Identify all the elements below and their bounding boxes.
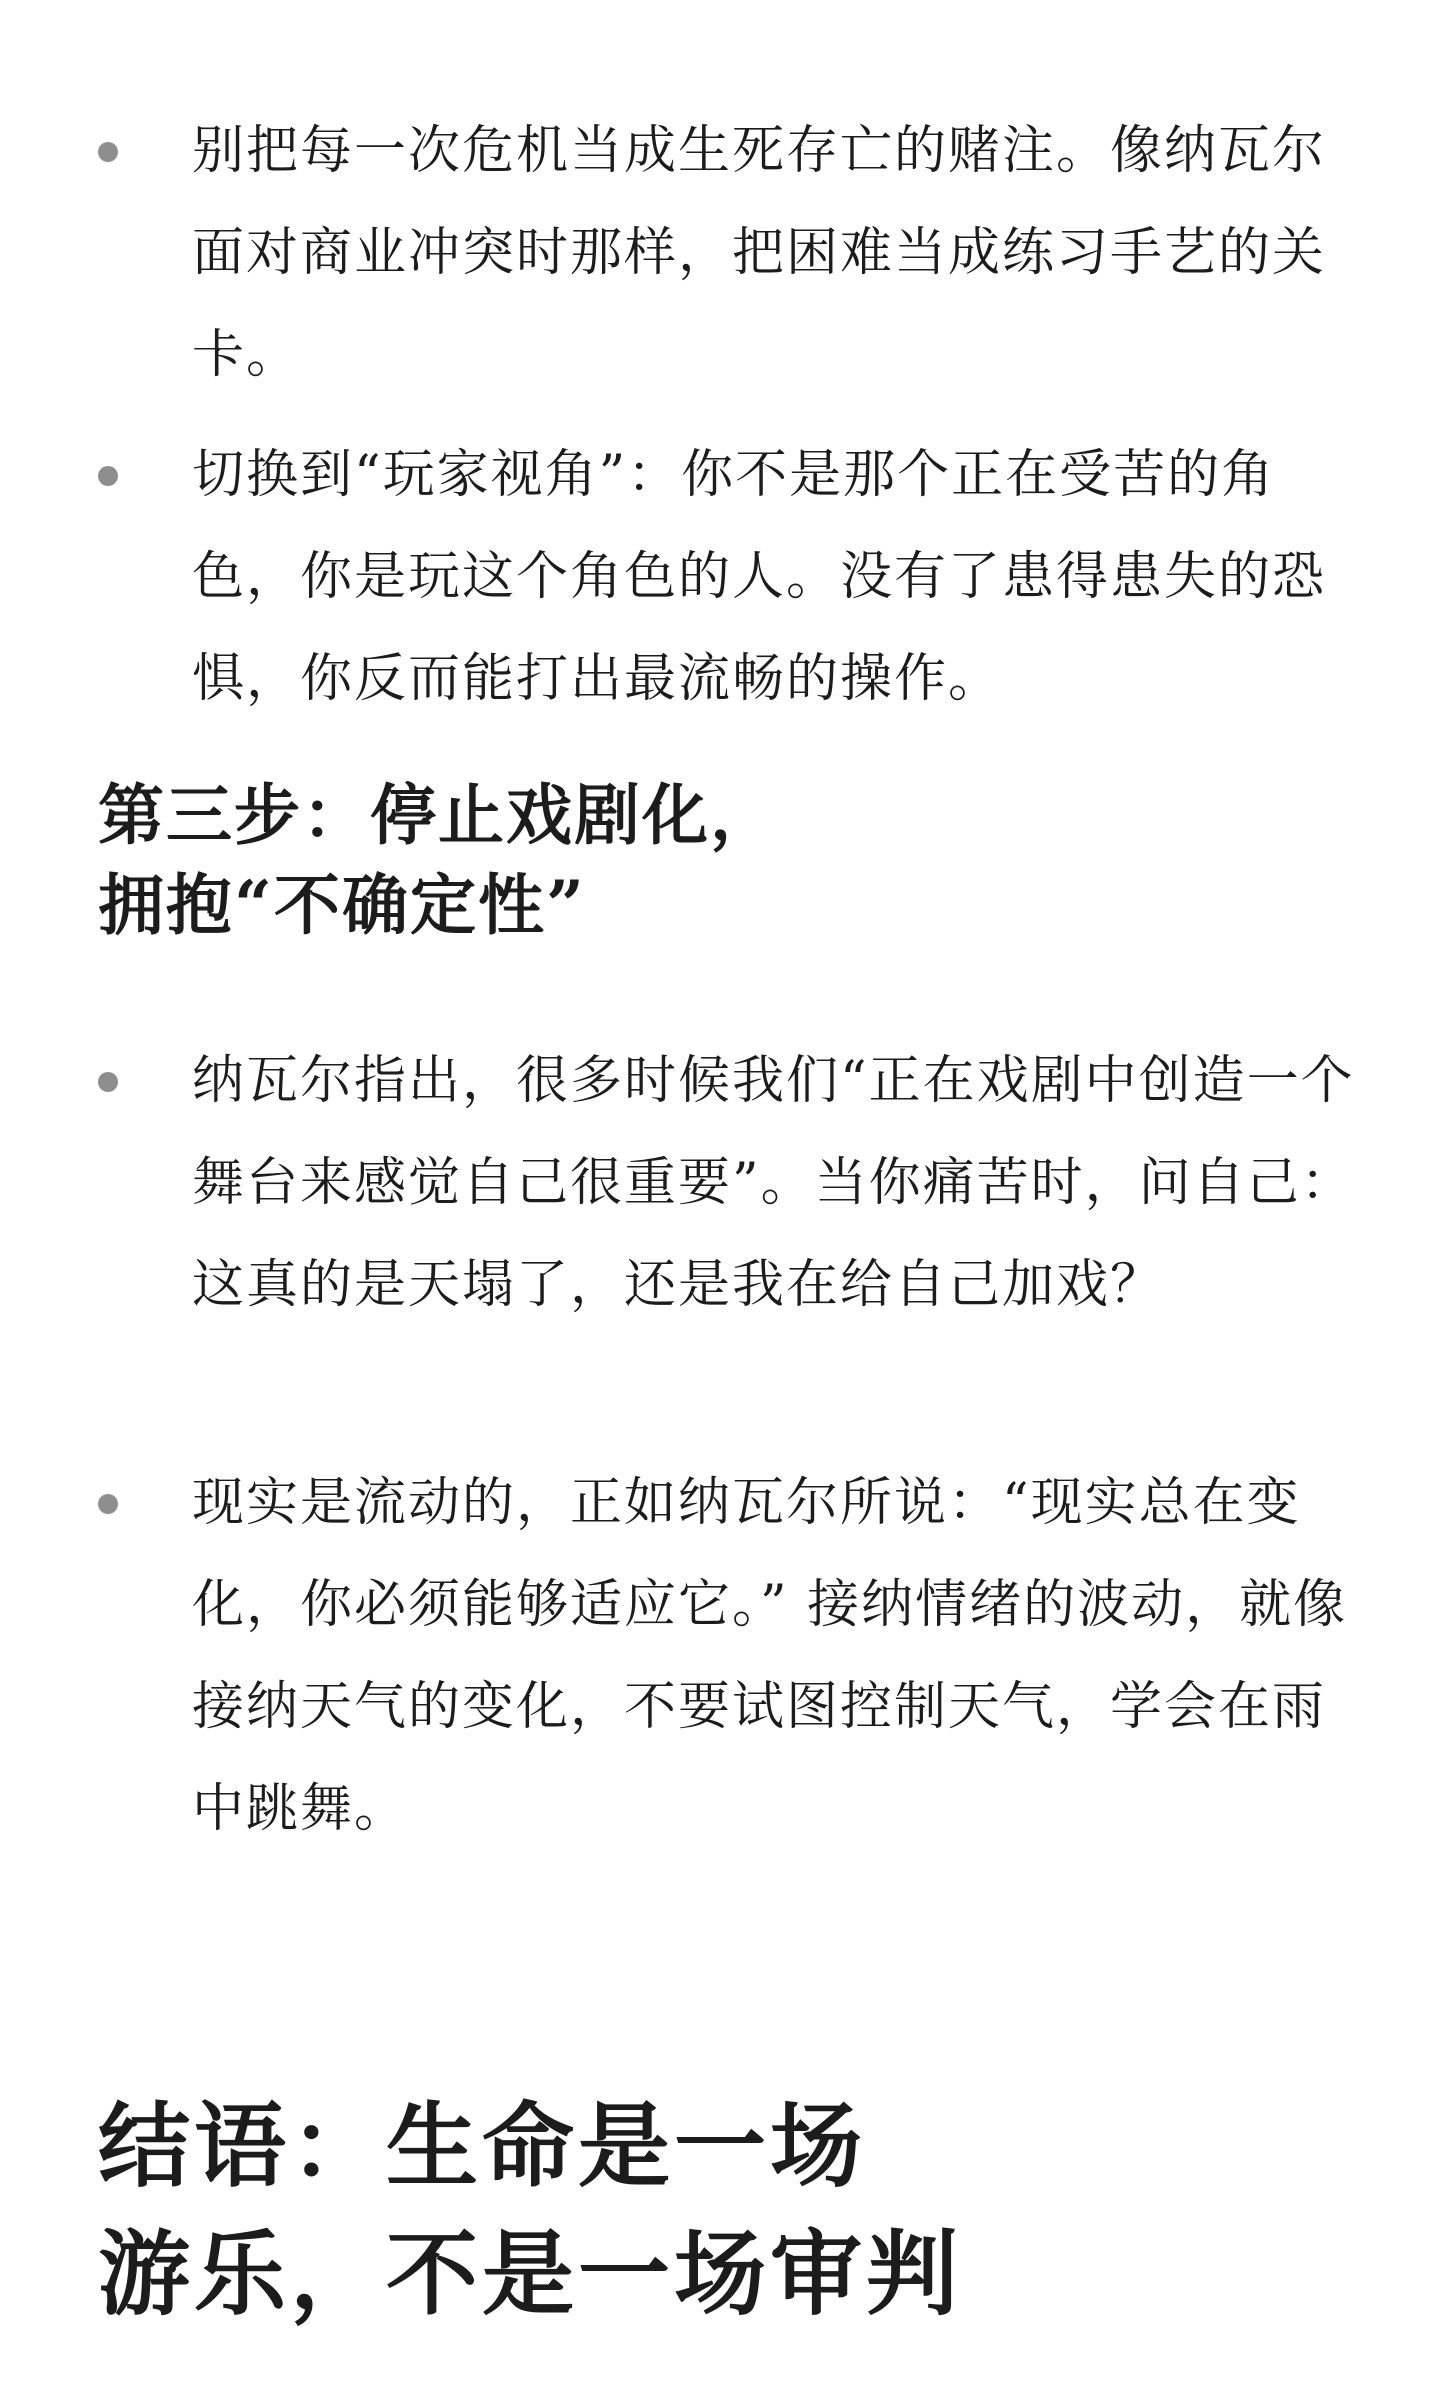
- bullet-text: 别把每一次危机当成生死存亡的赌注。像纳瓦尔面对商业冲突时那样，把困难当成练习手艺的关卡。: [192, 121, 1327, 385]
- bullet-dot-icon: [98, 466, 118, 486]
- bullet-item: [98, 1452, 1356, 1860]
- bullet-text: 纳瓦尔指出，很多时候我们“正在戏剧中创造一个舞台来感觉自己很重要”。当你痛苦时，问自己：这真的是天塌了，还是我在给自己加戏？: [192, 1051, 1355, 1315]
- bullet-item: [98, 1030, 1356, 1336]
- bullet-dot-icon: [98, 1494, 118, 1514]
- section-heading-line: 第三步：停止戏剧化，: [98, 776, 778, 854]
- conclusion-heading-line: 结语：生命是一场: [98, 2092, 867, 2200]
- bullet-text: 现实是流动的，正如纳瓦尔所说：“现实总在变化，你必须能够适应它。” 接纳情绪的波动，就像接纳天气的变化，不要试图控制天气，学会在雨中跳舞。: [192, 1473, 1348, 1839]
- bullet-dot-icon: [98, 1072, 118, 1092]
- section-heading: [98, 770, 778, 950]
- section-heading-line: 拥抱“不确定性”: [98, 866, 586, 944]
- conclusion-heading: [98, 2082, 962, 2338]
- bullet-item: [98, 424, 1356, 730]
- bullet-text: 切换到“玩家视角”：你不是那个正在受苦的角色，你是玩这个角色的人。没有了患得患失的恐惧，你反而能打出最流畅的操作。: [192, 445, 1327, 709]
- conclusion-heading-line: 游乐，不是一场审判: [98, 2220, 963, 2328]
- bullet-item: [98, 100, 1356, 406]
- bullet-dot-icon: [98, 142, 118, 162]
